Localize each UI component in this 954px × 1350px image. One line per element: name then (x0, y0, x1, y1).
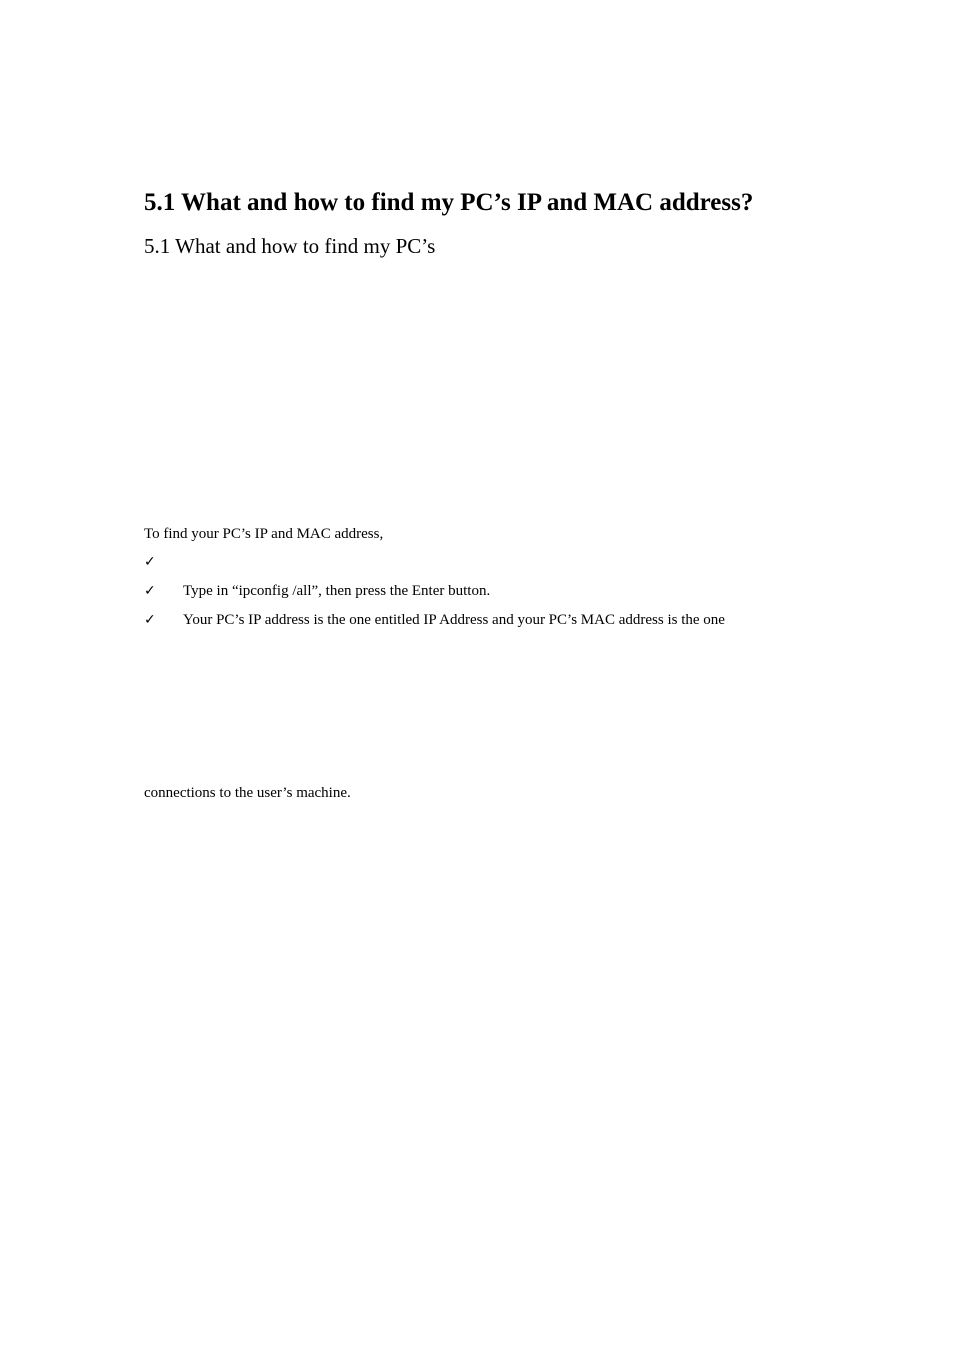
step-text: Your PC’s IP address is the one entitled IP Address and your PC’s MAC address is the one (183, 612, 725, 628)
section-heading: 5.1 What and how to find my PC’s IP and MAC address? (144, 189, 754, 216)
intro-paragraph: To find your PC’s IP and MAC address, (144, 526, 384, 542)
step-text: Type in “ipconfig /all”, then press the Enter button. (183, 583, 491, 599)
closing-paragraph: connections to the user’s machine. (144, 785, 351, 801)
checkmark-icon: ✓ (144, 583, 156, 599)
section-subheading: 5.1 What and how to find my PC’s (144, 234, 436, 258)
checkmark-icon: ✓ (144, 612, 156, 628)
checkmark-icon: ✓ (144, 554, 156, 570)
